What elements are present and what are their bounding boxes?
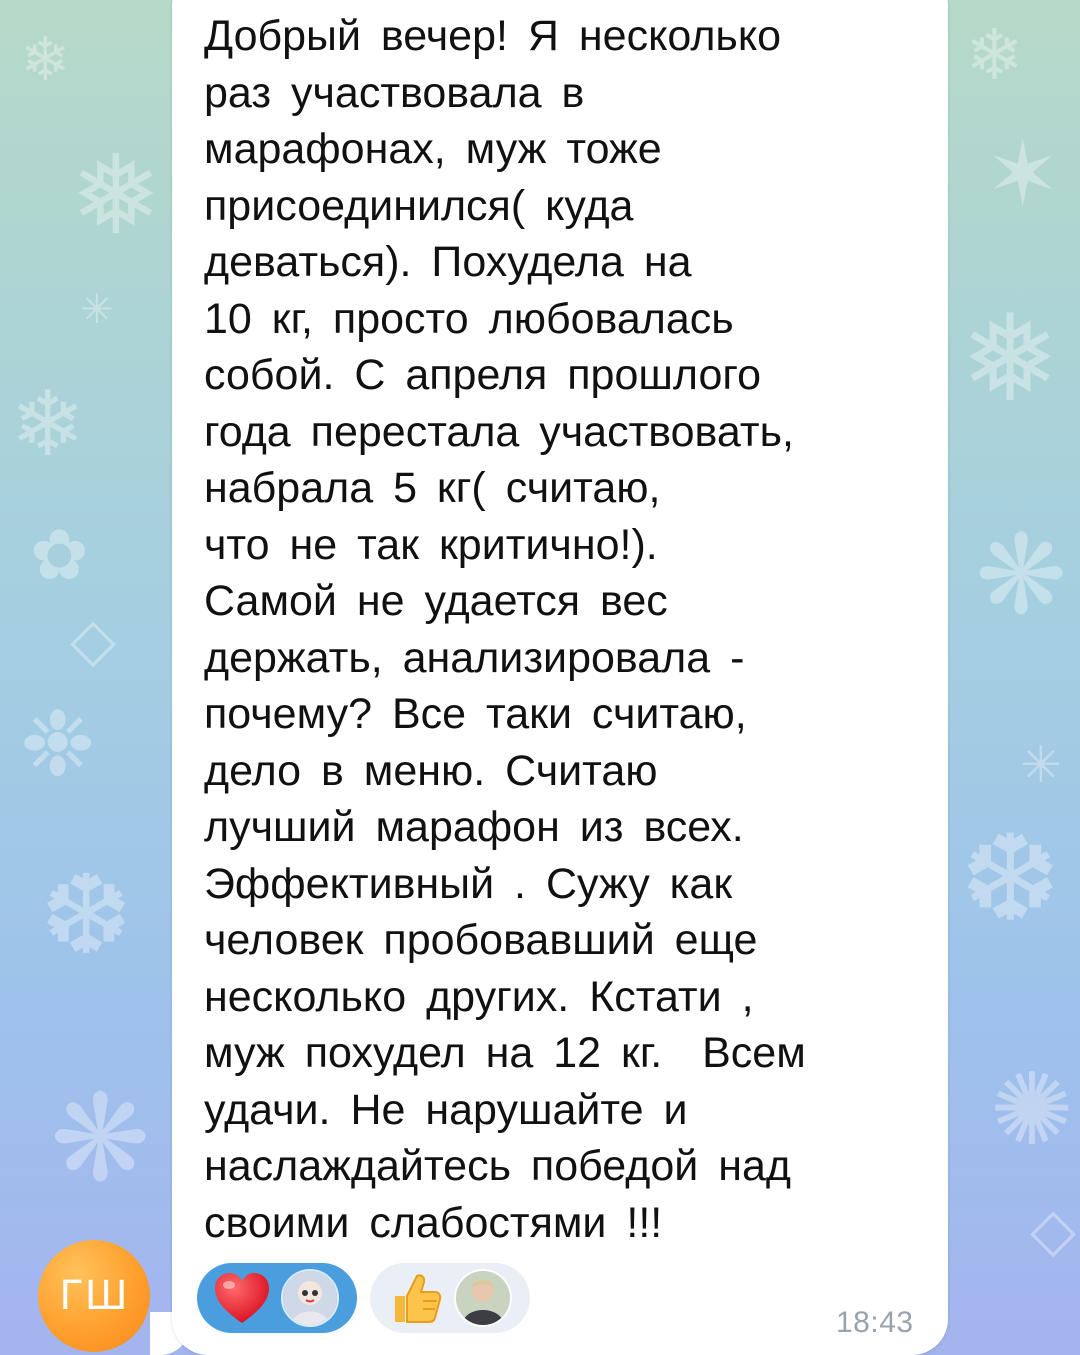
reaction-heart[interactable] [197, 1263, 357, 1333]
reaction-thumbs-up[interactable] [370, 1263, 530, 1333]
message-timestamp: 18:43 [836, 1306, 914, 1339]
chat-background-pattern: ❄ ❅ ✳ ❄ ✿ ◇ ❉ ❆ ❋ ❄ ✶ ❅ ❋ ✳ ❆ ✺ ◇ [10, 14, 1077, 1265]
heart-icon [211, 1267, 273, 1329]
thumbs-up-icon [384, 1267, 446, 1329]
sender-initials: ГШ [59, 1273, 129, 1319]
reactor-avatar [281, 1269, 339, 1327]
sender-avatar[interactable] [38, 1240, 150, 1352]
message-text: Добрый вечер! Я несколько раз участвовала в марафонах, муж тоже присоединился( куда деваться). Похудела на 10 кг, просто любовалась собой. С апреля прошлого года перестала участвовать, набрала 5 кг( считаю, что не так критично!). Самой не удается вес держать, анализировала - почему? Все таки считаю, дело в меню. Считаю лучший марафон из всех. Эффективный . Сужу как человек пробовавший еще несколько других. Кстати , муж похудел на 12 кг. Всем удачи. Не нарушайте и наслаждайтесь победой над своими слабостями !!! [204, 12, 806, 1247]
reactor-avatar [454, 1269, 512, 1327]
